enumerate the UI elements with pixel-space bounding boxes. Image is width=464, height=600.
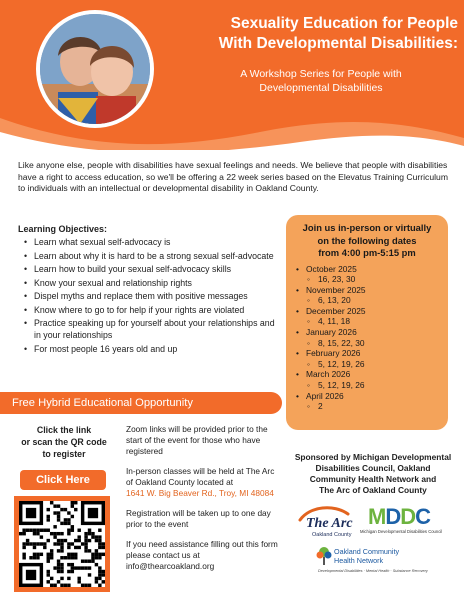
qr-code-icon [19, 501, 105, 587]
register-line: to register [42, 449, 86, 459]
month-label: • October 2025 [296, 264, 438, 275]
the-arc-logo-subtitle: Oakland County [312, 532, 352, 538]
the-arc-logo-text: The Arc [306, 516, 353, 531]
list-item: • For most people 16 years old and up [22, 343, 280, 355]
assistance-info: If you need assistance filling out this form please contact us at info@thearcoakland.org [126, 539, 278, 571]
dates-heading-line: Join us in-person or virtually [302, 222, 432, 233]
month-label: • November 2025 [296, 285, 438, 296]
mddc-logo [368, 504, 430, 530]
session-days: ◦ 8, 15, 22, 30 [296, 338, 438, 349]
header-banner [0, 0, 464, 150]
sponsor-line: Sponsored by Michigan Developmental [294, 452, 452, 462]
session-days: ◦ 16, 23, 30 [296, 274, 438, 285]
title-line: Sexuality Education for People [230, 15, 458, 32]
venue-address: 1641 W. Big Beaver Rd., Troy, MI 48084 [126, 488, 274, 498]
register-line: or scan the QR code [21, 437, 107, 447]
click-here-button[interactable]: Click Here [20, 470, 106, 490]
zoom-info: Zoom links will be provided prior to the start of the event for those who have registered [126, 424, 268, 456]
workshop-photo [36, 10, 154, 128]
list-item: • Dispel myths and replace them with positive messages [22, 290, 280, 302]
in-person-text: In-person classes will be held at The Arc of Oakland County located at [126, 466, 275, 487]
mddc-subtitle: Michigan Developmental Disabilities Council [360, 529, 443, 534]
ochn-line: Oakland Community [334, 547, 400, 556]
objectives-list [22, 236, 280, 356]
registration-info: Registration will be taken up to one day prior to the event [126, 508, 271, 529]
registration-qr-code[interactable] [14, 496, 110, 592]
intro-paragraph: Like anyone else, people with disabilities have sexual feelings and needs. We believe that people with disabilities have a right to access education, so we'll be offering a 22 week series based on the Elevatus Training Curriculum to individuals with an intellectual or developmental disability in Oakland County. [18, 160, 448, 194]
session-days: ◦ 5, 12, 19, 26 [296, 380, 438, 391]
ochn-tree-icon [316, 546, 332, 566]
session-days: ◦ 2 [296, 401, 438, 412]
month-label: • December 2025 [296, 306, 438, 317]
page-title [166, 14, 458, 54]
ochn-line: Health Network [334, 555, 384, 565]
subtitle-line: A Workshop Series for People with [240, 68, 402, 80]
list-item: • Know where to go to for help if your rights are violated [22, 304, 280, 316]
register-instructions [10, 424, 118, 460]
month-label: • February 2026 [296, 348, 438, 359]
dates-heading-line: from 4:00 pm-5:15 pm [318, 247, 416, 258]
title-line: With Developmental Disabilities: [218, 35, 458, 52]
mddc-letter: C [415, 504, 430, 529]
objectives-heading: Learning Objectives: [18, 224, 108, 234]
in-person-info [126, 466, 278, 499]
month-label: • January 2026 [296, 327, 438, 338]
mddc-letter: D [400, 504, 416, 529]
list-item: • Know your sexual and relationship rights [22, 277, 280, 289]
sponsor-line: The Arc of Oakland County [319, 485, 427, 495]
list-item: • Learn how to build your sexual self-advocacy skills [22, 263, 280, 275]
list-item: • Practice speaking up for yourself about your relationships and in your relationships [22, 317, 280, 341]
mddc-letter: M [368, 504, 386, 529]
event-info [126, 424, 278, 581]
session-days: ◦ 5, 12, 19, 26 [296, 359, 438, 370]
session-days: ◦ 4, 11, 18 [296, 316, 438, 327]
month-label: • April 2026 [296, 391, 438, 402]
dates-box [286, 215, 448, 430]
session-days: ◦ 6, 13, 20 [296, 295, 438, 306]
session-dates-list [296, 264, 438, 412]
sponsor-line: Disabilities Council, Oakland [315, 463, 431, 473]
page-subtitle [190, 67, 452, 95]
ochn-tagline: Developmental Disabilities · Mental Health · Substance Recovery [318, 569, 428, 573]
dates-heading [296, 222, 438, 260]
sponsors-text [286, 452, 460, 496]
mddc-letter: D [385, 504, 401, 529]
register-line: Click the link [36, 425, 92, 435]
list-item: • Learn what sexual self-advocacy is [22, 236, 280, 248]
subtitle-line: Developmental Disabilities [259, 82, 383, 94]
month-label: • March 2026 [296, 369, 438, 380]
dates-heading-line: on the following dates [317, 234, 417, 246]
list-item: • Learn about why it is hard to be a strong sexual self-advocate [22, 250, 280, 262]
ochn-logo-text [334, 548, 454, 565]
sponsor-line: Community Health Network and [309, 474, 437, 484]
free-opportunity-banner: Free Hybrid Educational Opportunity [0, 392, 282, 414]
